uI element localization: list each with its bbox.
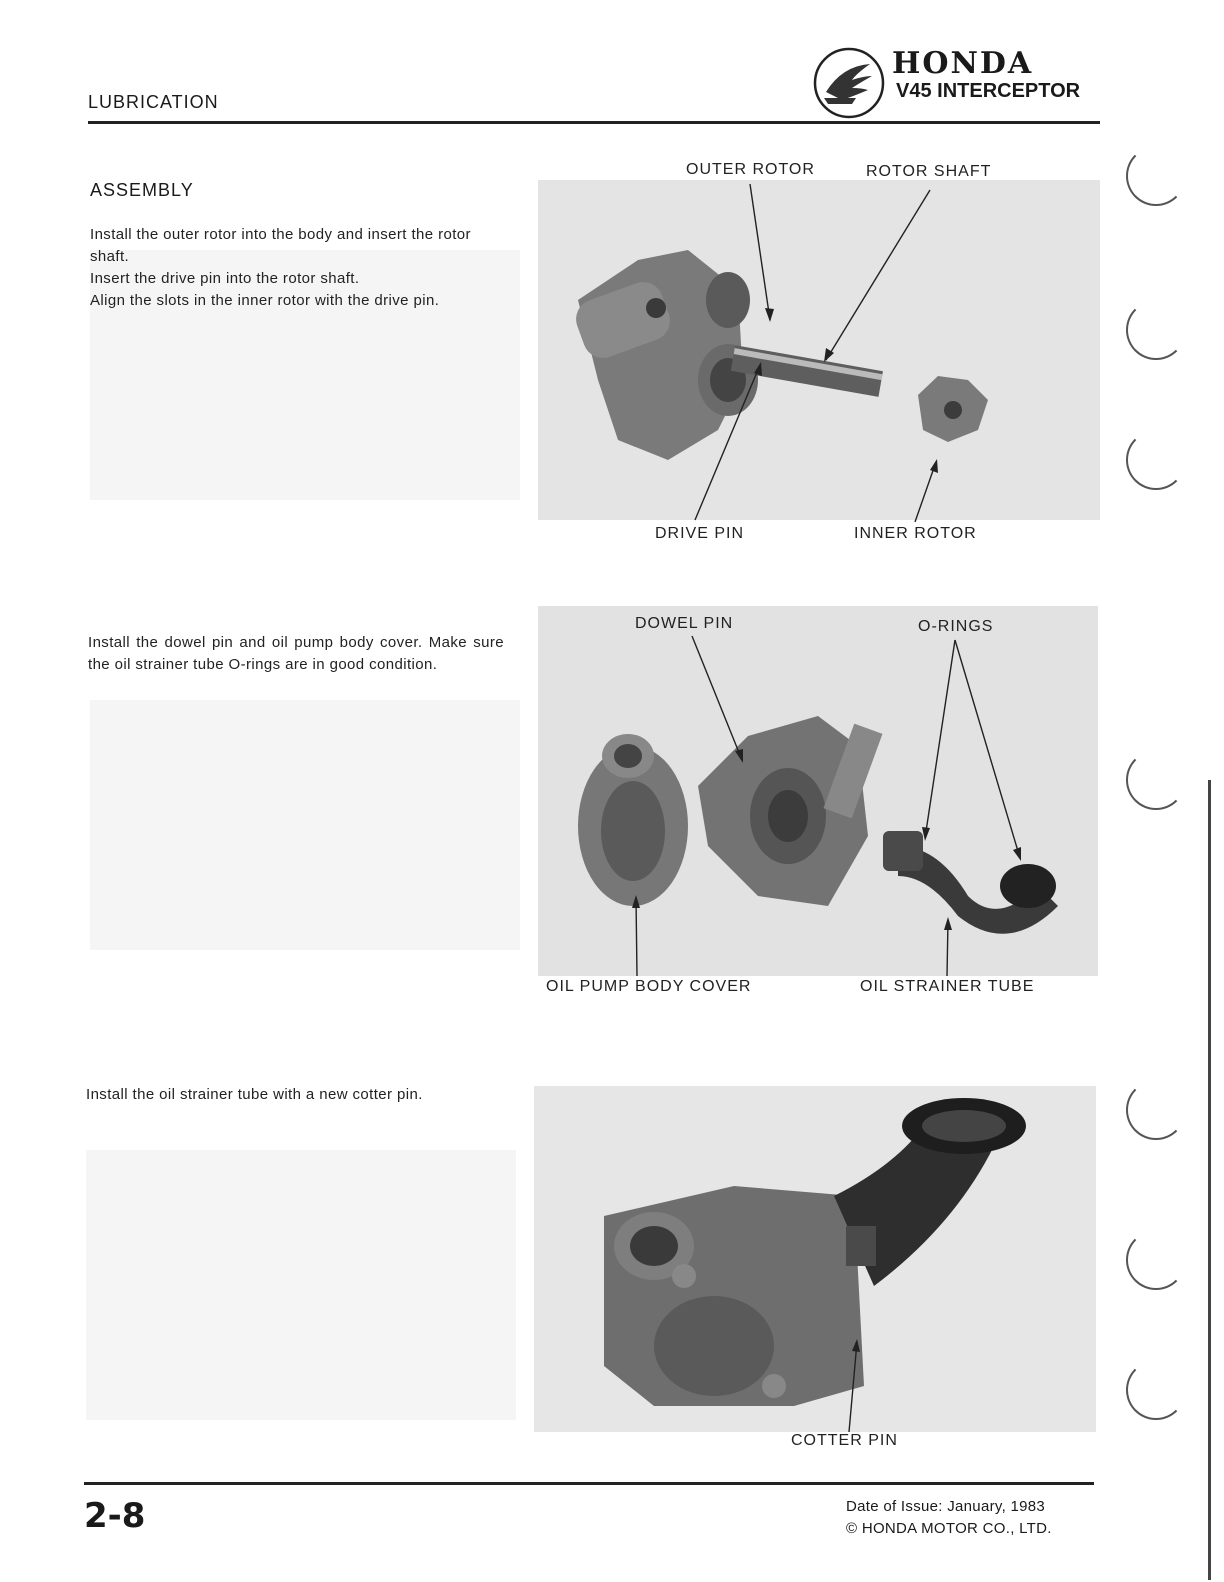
instruction-line: Insert the drive pin into the rotor shaft. bbox=[90, 270, 360, 287]
footer-rule bbox=[84, 1482, 1094, 1485]
instruction-line: Install the outer rotor into the body and insert the rotor shaft. bbox=[90, 226, 471, 265]
binder-ring-mark bbox=[1126, 146, 1186, 206]
cover-instructions: Install the dowel pin and oil pump body cover. Make sure the oil strainer tube O-rings are in good condition. bbox=[88, 634, 504, 673]
binder-ring-mark bbox=[1126, 1080, 1186, 1140]
header-rule bbox=[88, 121, 1100, 124]
binder-ring-mark bbox=[1126, 1230, 1186, 1290]
callout-o-rings: O-RINGS bbox=[918, 618, 994, 635]
callout-dowel-pin: DOWEL PIN bbox=[635, 615, 734, 632]
section-header: LUBRICATION bbox=[88, 92, 219, 112]
binder-ring-mark bbox=[1126, 1360, 1186, 1420]
binder-ring-mark bbox=[1126, 750, 1186, 810]
rotor-assembly-photo bbox=[538, 180, 1100, 520]
callout-outer-rotor: OUTER ROTOR bbox=[686, 161, 815, 178]
page-number: 2-8 bbox=[84, 1496, 146, 1536]
bleed-through-ghost bbox=[90, 700, 520, 950]
binder-ring-mark bbox=[1126, 430, 1186, 490]
assembly-heading: ASSEMBLY bbox=[90, 180, 194, 200]
cover-and-tube-photo bbox=[538, 606, 1098, 976]
honda-wing-logo bbox=[812, 46, 886, 120]
model-name: V45 INTERCEPTOR bbox=[896, 80, 1081, 102]
callout-oil-pump-body-cover: OIL PUMP BODY COVER bbox=[546, 978, 752, 995]
callout-inner-rotor: INNER ROTOR bbox=[854, 525, 977, 542]
copyright-notice: © HONDA MOTOR CO., LTD. bbox=[846, 1520, 1052, 1537]
brand-name: HONDA bbox=[892, 46, 1034, 81]
instruction-line: Align the slots in the inner rotor with the drive pin. bbox=[90, 292, 440, 309]
issue-date: Date of Issue: January, 1983 bbox=[846, 1498, 1046, 1515]
bleed-through-ghost bbox=[86, 1150, 516, 1420]
binder-ring-mark bbox=[1126, 300, 1186, 360]
assembly-instructions bbox=[90, 224, 510, 312]
installed-strainer-photo bbox=[534, 1086, 1096, 1432]
callout-rotor-shaft: ROTOR SHAFT bbox=[866, 163, 992, 180]
cotter-pin-instructions: Install the oil strainer tube with a new cotter pin. bbox=[86, 1086, 423, 1103]
callout-drive-pin: DRIVE PIN bbox=[655, 525, 745, 542]
page-edge-shadow bbox=[1208, 780, 1211, 1580]
callout-cotter-pin: COTTER PIN bbox=[791, 1432, 898, 1449]
callout-oil-strainer-tube: OIL STRAINER TUBE bbox=[860, 978, 1035, 995]
